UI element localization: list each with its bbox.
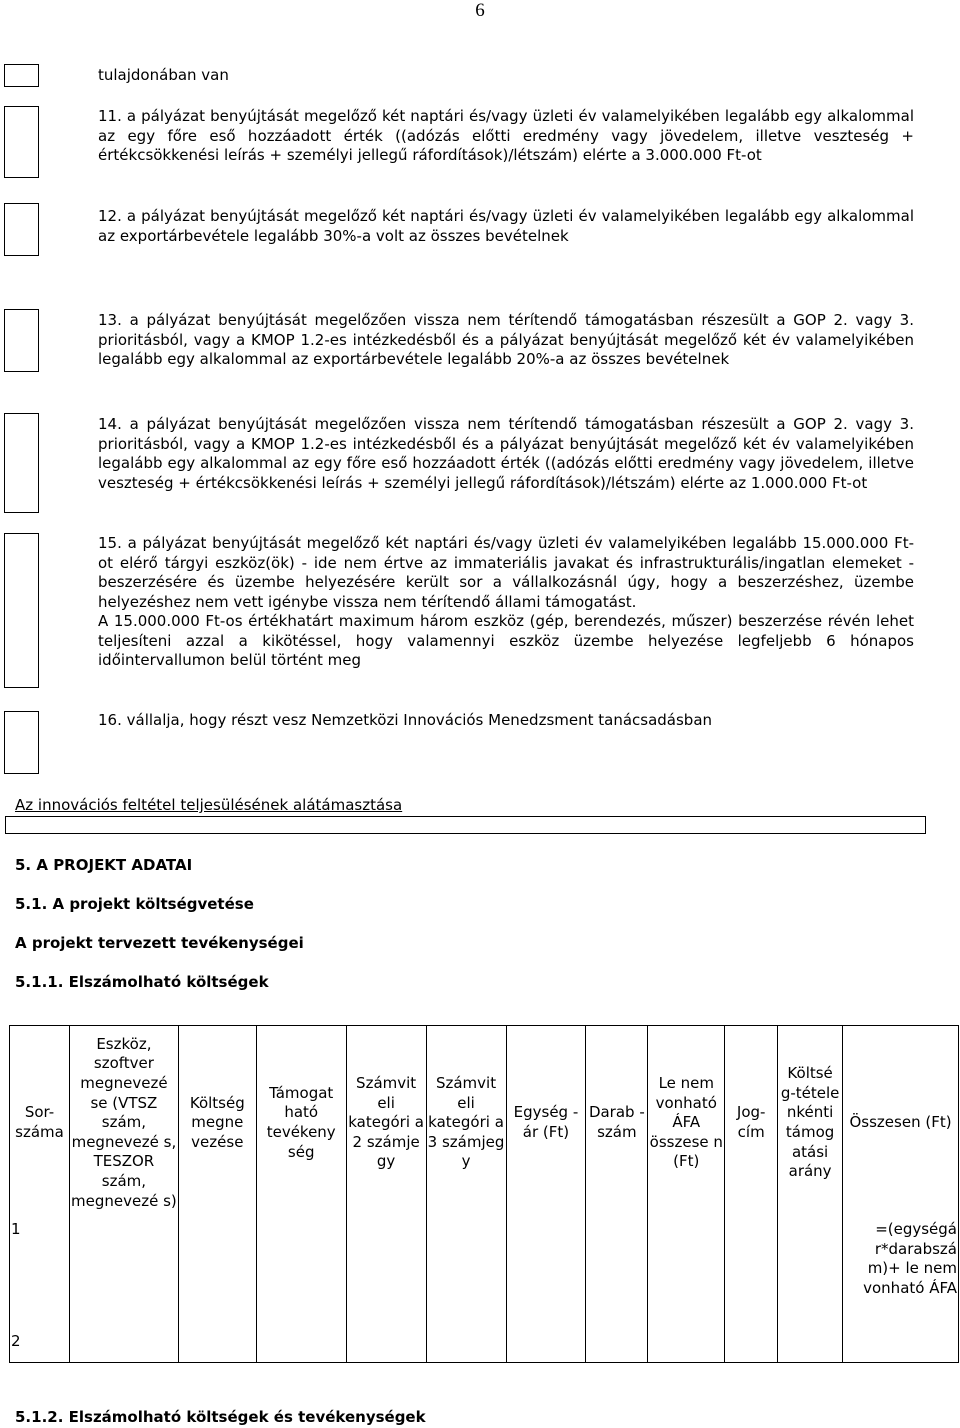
innovation-label: Az innovációs feltétel teljesülésének alátámasztása	[15, 796, 403, 814]
heading-5-1: 5.1. A projekt költségvetése	[15, 895, 254, 913]
table-cell[interactable]	[178, 1220, 256, 1332]
page-number: 6	[475, 0, 485, 21]
table-row	[10, 1220, 959, 1332]
column-header: Összesen (Ft)	[843, 1026, 959, 1221]
table-cell[interactable]	[648, 1220, 725, 1332]
column-header: Költsé g-tétele nkénti támog atási arány	[778, 1026, 843, 1221]
item-13-text: 13. a pályázat benyújtását megelőzően vissza nem térítendő támogatásban részesült a GOP 2. vagy 3. prioritásból, vagy a KMOP 1.2-es intézkedésből és a pályázat benyújtását megelőző két év valamelyikében legalább egy alkalommal az exportárbevétele legalább 20%-a az összes bevételnek	[98, 311, 914, 368]
heading-activities: A projekt tervezett tevékenységei	[15, 934, 304, 952]
table-row	[10, 1332, 959, 1363]
table-cell[interactable]	[648, 1332, 725, 1363]
table-cell[interactable]	[725, 1332, 778, 1363]
checkbox-13[interactable]	[4, 309, 39, 372]
column-header: Eszköz, szoftver megnevezé se (VTSZ szám, megnevezé s, TESZOR szám, megnevezé s)	[69, 1026, 178, 1221]
checkbox-16[interactable]	[4, 711, 39, 774]
checkbox-11[interactable]	[4, 106, 39, 178]
column-header: Darab -szám	[586, 1026, 648, 1221]
table-cell[interactable]	[586, 1332, 648, 1363]
table-cell[interactable]	[725, 1220, 778, 1332]
table-cell[interactable]	[256, 1220, 346, 1332]
checkbox-15[interactable]	[4, 533, 39, 688]
column-header: Sor-száma	[10, 1026, 70, 1221]
cost-table	[9, 1025, 959, 1363]
table-cell[interactable]	[778, 1220, 843, 1332]
table-cell[interactable]	[69, 1220, 178, 1332]
total-cell[interactable]	[843, 1332, 959, 1363]
table-cell[interactable]	[256, 1332, 346, 1363]
checkbox-tulajdon[interactable]	[4, 64, 39, 87]
table-cell[interactable]	[178, 1332, 256, 1363]
table-cell[interactable]	[586, 1220, 648, 1332]
column-header: Számvit eli kategóri a 2 számje gy	[346, 1026, 426, 1221]
item-12-text: 12. a pályázat benyújtását megelőző két naptári és/vagy üzleti év valamelyikében legalább egy alkalommal az exportárbevétele legalább 30%-a volt az összes bevételnek	[98, 207, 914, 245]
heading-5: 5. A PROJEKT ADATAI	[15, 856, 193, 874]
checkbox-12[interactable]	[4, 203, 39, 256]
innovation-input-field[interactable]	[5, 816, 926, 834]
table-cell[interactable]	[426, 1332, 506, 1363]
row-number: 2	[10, 1332, 70, 1363]
table-header-row	[10, 1026, 959, 1221]
table-cell[interactable]	[69, 1332, 178, 1363]
column-header: Le nem vonható ÁFA összese n (Ft)	[648, 1026, 725, 1221]
total-formula-cell: =(egységá r*darabszá m)+ le nem vonható ÁFA	[843, 1220, 959, 1332]
row-number: 1	[10, 1220, 70, 1332]
item-15-text	[98, 534, 914, 671]
table-cell[interactable]	[426, 1220, 506, 1332]
column-header: Egység - ár (Ft)	[506, 1026, 586, 1221]
table-cell[interactable]	[506, 1332, 586, 1363]
table-cell[interactable]	[506, 1220, 586, 1332]
table-cell[interactable]	[346, 1220, 426, 1332]
table-cell[interactable]	[778, 1332, 843, 1363]
heading-5-1-1: 5.1.1. Elszámolható költségek	[15, 973, 269, 991]
column-header: Támogat ható tevékeny ség	[256, 1026, 346, 1221]
item-11-text: 11. a pályázat benyújtását megelőző két naptári és/vagy üzleti év valamelyikében legalább egy alkalommal az egy főre eső hozzáadott érték ((adózás előtti eredmény vagy jövedelem, illetve veszteség + értékcsökkenési leírás + személyi jellegű ráfordítások)/létszám) elérte a 3.000.000 Ft-ot	[98, 107, 914, 164]
column-header: Költség megne vezése	[178, 1026, 256, 1221]
item-tulajdon-text: tulajdonában van	[98, 66, 229, 84]
column-header: Jog-cím	[725, 1026, 778, 1221]
item-14-text: 14. a pályázat benyújtását megelőzően vissza nem térítendő támogatásban részesült a GOP 2. vagy 3. prioritásból, vagy a KMOP 1.2-es intézkedésből és a pályázat benyújtását megelőző két év valamelyikében legalább egy alkalommal az egy főre eső hozzáadott érték ((adózás előtti eredmény vagy jövedelem, illetve veszteség + értékcsökkenési leírás + személyi jellegű ráfordítások)/létszám) elérte az 1.000.000 Ft-ot	[98, 415, 914, 492]
item-15-text-note: A 15.000.000 Ft-os értékhatárt maximum három eszköz (gép, berendezés, műszer) beszerzése révén lehet teljesíteni azzal a kikötéssel, hogy valamennyi eszköz üzembe helyezése legfeljebb 6 hónapos időintervallumon belül történt meg	[98, 612, 914, 669]
item-16-text: 16. vállalja, hogy részt vesz Nemzetközi Innovációs Menedzsment tanácsadásban	[98, 711, 713, 729]
table-cell[interactable]	[346, 1332, 426, 1363]
column-header: Számvit eli kategóri a 3 számjeg y	[426, 1026, 506, 1221]
checkbox-14[interactable]	[4, 413, 39, 513]
item-15-text-main: 15. a pályázat benyújtását megelőző két naptári és/vagy üzleti év valamelyikében legalább 15.000.000 Ft-ot elérő tárgyi eszköz(ök) - ide nem értve az immateriális javakat és infrastrukturális/ingatlan elemeket - beszerzésére és üzembe helyezésére került sor a vállalkozásnál úgy, hogy a beszerzéshez, üzembe helyezéshez nem vett igénybe vissza nem térítendő állami támogatást.	[98, 534, 914, 611]
heading-5-1-2: 5.1.2. Elszámolható költségek és tevékenységek	[15, 1408, 426, 1426]
